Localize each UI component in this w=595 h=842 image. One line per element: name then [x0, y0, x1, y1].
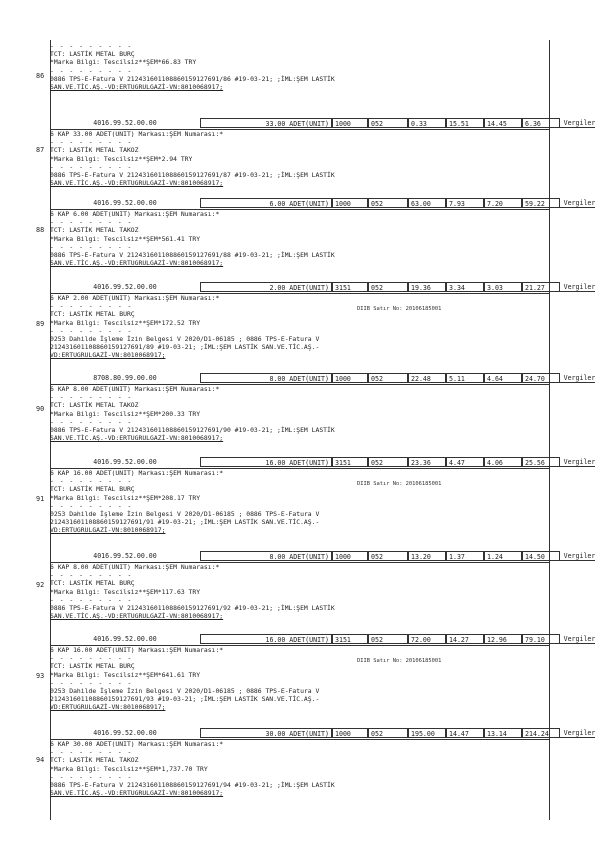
package-line-rule: [50, 739, 549, 740]
header-cell: 33.00 ADET(UNIT): [200, 118, 332, 128]
item-number: 86: [36, 72, 45, 80]
header-cell: 052: [368, 728, 408, 738]
item-description: TCT: LASTİK METAL TAKOZ: [50, 756, 139, 765]
package-line: 6 KAP 6.00 ADET(UNIT) Markası:ŞEM Numarası:*: [50, 210, 220, 218]
item-description: TCT: LASTİK METAL BURÇ: [50, 485, 135, 494]
header-cell: 23.36: [408, 457, 446, 467]
item-description: TCT: LASTİK METAL BURÇ: [50, 662, 135, 671]
item-header-row: [50, 198, 595, 209]
header-cell: 4.06: [484, 457, 522, 467]
separator-dashes: - - - - - - - - -: [50, 326, 133, 335]
header-cell: 13.20: [408, 551, 446, 561]
document-line: 0886 TPS-E-Fatura V 212431601108860159127691/90 #19-03-21; ;İML:ŞEM LASTİK: [50, 426, 335, 435]
package-line-rule: [50, 562, 549, 563]
document-line: 212431601108860159127691/93 #19-03-21; ;İML:ŞEM LASTİK SAN.VE.TİC.AŞ.-: [50, 695, 320, 704]
header-cell: 14.45: [484, 118, 522, 128]
item-entry: [50, 42, 549, 91]
brand-info: *Marka Bilgi: Tescilsiz**ŞEM*641.61 TRY: [50, 670, 201, 679]
separator-dashes: - - - - - - - - -: [50, 678, 133, 687]
item-number: 90: [36, 405, 45, 413]
separator-dashes: - - - - - - - - -: [50, 654, 133, 663]
hs-code: 4016.99.52.00.00: [93, 119, 157, 127]
header-cell: 7.20: [484, 198, 522, 208]
taxes-cell: Vergiler: [560, 634, 595, 644]
item-header-row: [50, 373, 595, 384]
item-description: TCT: LASTİK METAL TAKOZ: [50, 146, 139, 155]
document-line: 0886 TPS-E-Fatura V 212431601108860159127691/92 #19-03-21; ;İML:ŞEM LASTİK: [50, 604, 335, 613]
separator-dashes: - - - - - - - - -: [50, 595, 133, 604]
package-line: 6 KAP 8.00 ADET(UNIT) Markası:ŞEM Numarası:*: [50, 385, 220, 393]
package-line: 6 KAP 30.00 ADET(UNIT) Markası:ŞEM Numarası:*: [50, 740, 224, 748]
brand-info: *Marka Bilgi: Tescilsiz**ŞEM*2.94 TRY: [50, 154, 193, 163]
separator-dashes: - - - - - - - - -: [50, 477, 133, 486]
separator-dashes: - - - - - - - - -: [50, 218, 133, 227]
separator-dashes: - - - - - - - - -: [50, 772, 133, 781]
header-cell: 21.27: [522, 282, 560, 292]
package-line: 6 KAP 8.00 ADET(UNIT) Markası:ŞEM Numarası:*: [50, 563, 220, 571]
item-number: 91: [36, 495, 45, 503]
header-cell: 8.00 ADET(UNIT): [200, 551, 332, 561]
header-cell: 4.64: [484, 373, 522, 383]
hs-code: 4016.99.52.00.00: [93, 729, 157, 737]
header-cell: 59.22: [522, 198, 560, 208]
document-line: SAN.VE.TİC.AŞ.-VD:ERTUGRULGAZİ-VN:8010068917;: [50, 434, 224, 443]
hs-code: 4016.99.52.00.00: [93, 552, 157, 560]
item-number: 88: [36, 226, 45, 234]
document-line: 0886 TPS-E-Fatura V 212431601108860159127691/94 #19-03-21; ;İML:ŞEM LASTİK: [50, 781, 335, 790]
header-cell: 1.24: [484, 551, 522, 561]
header-cell: 052: [368, 457, 408, 467]
brand-info: *Marka Bilgi: Tescilsiz**ŞEM*172.52 TRY: [50, 318, 201, 327]
header-cell: 79.10: [522, 634, 560, 644]
separator-dashes: - - - - - - - - -: [50, 138, 133, 147]
separator-dashes: - - - - - - - - -: [50, 162, 133, 171]
separator-dashes: - - - - - - - - -: [50, 748, 133, 757]
taxes-cell: Vergiler: [560, 198, 595, 208]
document-line: SAN.VE.TİC.AŞ.-VD:ERTUGRULGAZİ-VN:8010068917;: [50, 179, 224, 188]
document-line: VD:ERTUGRULGAZİ-VN:8010068917;: [50, 526, 166, 535]
document-line: 0253 Dahilde İşleme İzin Belgesi V 2020/D1-06185 ; 0886 TPS-E-Fatura V: [50, 335, 320, 344]
separator-dashes: - - - - - - - - -: [50, 501, 133, 510]
header-cell: 1000: [332, 551, 368, 561]
item-description: TCT: LASTİK METAL BURÇ: [50, 50, 135, 59]
document-line: SAN.VE.TİC.AŞ.-VD:ERTUGRULGAZİ-VN:8010068917;: [50, 259, 224, 268]
header-cell: 3151: [332, 457, 368, 467]
header-cell: 3.03: [484, 282, 522, 292]
header-cell: 6.00 ADET(UNIT): [200, 198, 332, 208]
header-cell: 16.00 ADET(UNIT): [200, 457, 332, 467]
item-entry: [50, 198, 595, 268]
package-line-rule: [50, 468, 549, 469]
header-cell: 1000: [332, 728, 368, 738]
header-cell: 24.70: [522, 373, 560, 383]
diib-line-number: DIIB Satır No: 20106185001: [357, 481, 442, 487]
separator-dashes: - - - - - - - - -: [50, 417, 133, 426]
hs-code: 4016.99.52.00.00: [93, 635, 157, 643]
diib-line-number: DIIB Satır No: 20106185001: [357, 306, 442, 312]
package-line-rule: [50, 129, 549, 130]
brand-info: *Marka Bilgi: Tescilsiz**ŞEM*208.17 TRY: [50, 493, 201, 502]
item-number: 87: [36, 146, 45, 154]
header-cell: 1000: [332, 373, 368, 383]
header-cell: 3151: [332, 634, 368, 644]
package-line: 6 KAP 33.00 ADET(UNIT) Markası:ŞEM Numarası:*: [50, 130, 224, 138]
header-cell: 19.36: [408, 282, 446, 292]
item-description: TCT: LASTİK METAL TAKOZ: [50, 226, 139, 235]
header-cell: 15.51: [446, 118, 484, 128]
item-header-row: [50, 728, 595, 739]
item-entry: [50, 728, 595, 798]
header-cell: 13.14: [484, 728, 522, 738]
header-cell: 72.00: [408, 634, 446, 644]
header-cell: 214.24: [522, 728, 560, 738]
header-cell: 25.56: [522, 457, 560, 467]
document-line: 0886 TPS-E-Fatura V 212431601108860159127691/86 #19-03-21; ;İML:ŞEM LASTİK: [50, 74, 335, 83]
taxes-cell: Vergiler: [560, 118, 595, 128]
header-cell: 63.00: [408, 198, 446, 208]
header-cell: 1000: [332, 198, 368, 208]
item-header-row: [50, 457, 595, 468]
header-cell: 6.36: [522, 118, 560, 128]
item-description: TCT: LASTİK METAL BURÇ: [50, 579, 135, 588]
separator-dashes: - - - - - - - - -: [50, 571, 133, 580]
item-number: 94: [36, 756, 45, 764]
header-cell: 052: [368, 551, 408, 561]
header-cell: 16.00 ADET(UNIT): [200, 634, 332, 644]
package-line-rule: [50, 384, 549, 385]
document-line: 0253 Dahilde İşleme İzin Belgesi V 2020/D1-06185 ; 0886 TPS-E-Fatura V: [50, 510, 320, 519]
item-entry: [50, 282, 595, 360]
taxes-cell: Vergiler: [560, 728, 595, 738]
header-cell: 0.33: [408, 118, 446, 128]
package-line: 6 KAP 16.00 ADET(UNIT) Markası:ŞEM Numarası:*: [50, 469, 224, 477]
brand-info: *Marka Bilgi: Tescilsiz**ŞEM*1,737.70 TRY: [50, 764, 208, 773]
document-line: SAN.VE.TİC.AŞ.-VD:ERTUGRULGAZİ-VN:8010068917;: [50, 83, 224, 92]
document-line: VD:ERTUGRULGAZİ-VN:8010068917;: [50, 703, 166, 712]
header-cell: 052: [368, 198, 408, 208]
separator-dashes: - - - - - - - - -: [50, 393, 133, 402]
header-cell: 052: [368, 118, 408, 128]
document-line: VD:ERTUGRULGAZİ-VN:8010068917;: [50, 351, 166, 360]
header-cell: 8.00 ADET(UNIT): [200, 373, 332, 383]
package-line-rule: [50, 293, 549, 294]
document-line: 0886 TPS-E-Fatura V 212431601108860159127691/87 #19-03-21; ;İML:ŞEM LASTİK: [50, 171, 335, 180]
item-entry: [50, 373, 595, 443]
item-header-row: [50, 634, 595, 645]
header-cell: 052: [368, 282, 408, 292]
package-line-rule: [50, 645, 549, 646]
document-line: 0886 TPS-E-Fatura V 212431601108860159127691/88 #19-03-21; ;İML:ŞEM LASTİK: [50, 251, 335, 260]
header-cell: 3.34: [446, 282, 484, 292]
item-description: TCT: LASTİK METAL TAKOZ: [50, 401, 139, 410]
item-entry: [50, 457, 595, 535]
header-cell: 195.00: [408, 728, 446, 738]
right-border-line: [549, 40, 550, 820]
header-cell: 2.00 ADET(UNIT): [200, 282, 332, 292]
header-cell: 1.37: [446, 551, 484, 561]
item-number: 89: [36, 320, 45, 328]
diib-line-number: DIIB Satır No: 20106185001: [357, 658, 442, 664]
separator-dashes: - - - - - - - - -: [50, 302, 133, 311]
header-cell: 052: [368, 634, 408, 644]
item-description: TCT: LASTİK METAL BURÇ: [50, 310, 135, 319]
item-entry: [50, 634, 595, 712]
header-cell: 14.27: [446, 634, 484, 644]
header-cell: 14.50: [522, 551, 560, 561]
package-line-rule: [50, 209, 549, 210]
header-cell: 7.93: [446, 198, 484, 208]
header-cell: 1000: [332, 118, 368, 128]
hs-code: 4016.99.52.00.00: [93, 283, 157, 291]
item-entry: [50, 551, 595, 621]
document-line: 212431601108860159127691/89 #19-03-21; ;İML:ŞEM LASTİK SAN.VE.TİC.AŞ.-: [50, 343, 320, 352]
hs-code: 4016.99.52.00.00: [93, 458, 157, 466]
header-cell: 5.11: [446, 373, 484, 383]
header-cell: 14.47: [446, 728, 484, 738]
brand-info: *Marka Bilgi: Tescilsiz**ŞEM*117.63 TRY: [50, 587, 201, 596]
header-cell: 22.48: [408, 373, 446, 383]
separator-dashes: - - - - - - - - -: [50, 42, 133, 50]
document-line: SAN.VE.TİC.AŞ.-VD:ERTUGRULGAZİ-VN:8010068917;: [50, 789, 224, 798]
brand-info: *Marka Bilgi: Tescilsiz**ŞEM*561.41 TRY: [50, 234, 201, 243]
header-cell: 4.47: [446, 457, 484, 467]
header-cell: 3151: [332, 282, 368, 292]
hs-code: 8708.80.99.00.00: [93, 374, 157, 382]
package-line: 6 KAP 2.00 ADET(UNIT) Markası:ŞEM Numarası:*: [50, 294, 220, 302]
document-line: 0253 Dahilde İşleme İzin Belgesi V 2020/D1-06185 ; 0886 TPS-E-Fatura V: [50, 687, 320, 696]
item-header-row: [50, 551, 595, 562]
header-cell: 052: [368, 373, 408, 383]
item-number: 92: [36, 581, 45, 589]
taxes-cell: Vergiler: [560, 551, 595, 561]
item-header-row: [50, 118, 595, 129]
brand-info: *Marka Bilgi: Tescilsiz**ŞEM*200.33 TRY: [50, 409, 201, 418]
taxes-cell: Vergiler: [560, 373, 595, 383]
package-line: 6 KAP 16.00 ADET(UNIT) Markası:ŞEM Numarası:*: [50, 646, 224, 654]
document-line: SAN.VE.TİC.AŞ.-VD:ERTUGRULGAZİ-VN:8010068917;: [50, 612, 224, 621]
separator-dashes: - - - - - - - - -: [50, 66, 133, 75]
brand-info: *Marka Bilgi: Tescilsiz**ŞEM*66.83 TRY: [50, 58, 197, 67]
header-cell: 30.00 ADET(UNIT): [200, 728, 332, 738]
hs-code: 4016.99.52.00.00: [93, 199, 157, 207]
item-header-row: [50, 282, 595, 293]
separator-dashes: - - - - - - - - -: [50, 242, 133, 251]
item-number: 93: [36, 672, 45, 680]
taxes-cell: Vergiler: [560, 282, 595, 292]
document-line: 212431601108860159127691/91 #19-03-21; ;İML:ŞEM LASTİK SAN.VE.TİC.AŞ.-: [50, 518, 320, 527]
header-cell: 12.96: [484, 634, 522, 644]
taxes-cell: Vergiler: [560, 457, 595, 467]
item-entry: [50, 118, 595, 188]
